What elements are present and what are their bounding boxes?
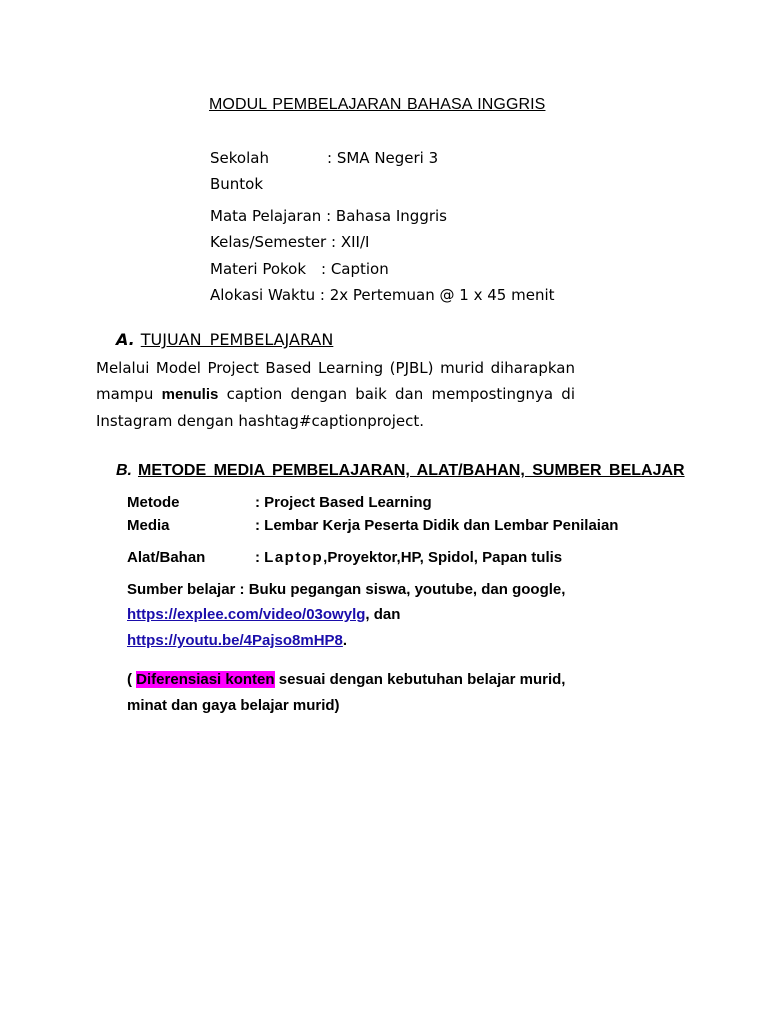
section-b-heading	[116, 462, 685, 480]
school-label: Sekolah	[210, 149, 269, 167]
section-b-letter: B.	[116, 462, 132, 479]
explee-link[interactable]: https://explee.com/video/03owylg	[127, 606, 366, 623]
section-a-bold-word: menulis	[161, 386, 219, 403]
diff-open: (	[127, 671, 137, 688]
media-value: : Lembar Kerja Peserta Didik dan Lembar Penilaian	[255, 517, 619, 534]
class-label: Kelas/Semester	[210, 233, 327, 251]
tools-value	[255, 549, 562, 566]
media-label: Media	[127, 517, 170, 534]
class-row	[210, 233, 369, 251]
tools-label: Alat/Bahan	[127, 549, 206, 566]
section-a-text-1: Melalui Model Project Based Learning (PJBL) murid diharapkan mampu	[96, 359, 575, 403]
diff-rest: sesuai dengan kebutuhan belajar murid,	[274, 671, 566, 688]
topic-label: Materi Pokok	[210, 260, 307, 278]
section-a-text-2: caption dengan baik dan mempostingnya di Instagram dengan hashtag#captionproject.	[96, 385, 575, 430]
school-value: : SMA Negeri 3	[327, 149, 439, 167]
tools-value-laptop: Laptop	[264, 549, 324, 566]
media-row	[127, 517, 687, 534]
document-title: MODUL PEMBELAJARAN BAHASA INGGRIS	[209, 96, 546, 113]
youtube-link[interactable]: https://youtu.be/4Pajso8mHP8	[127, 632, 343, 649]
time-row	[210, 286, 555, 304]
section-a-letter: A.	[116, 330, 135, 349]
method-value: : Project Based Learning	[255, 494, 432, 511]
method-label: Metode	[127, 494, 180, 511]
section-a-paragraph	[96, 355, 575, 434]
school-row	[210, 149, 438, 167]
method-row	[127, 494, 687, 511]
time-value: : 2x Pertemuan @ 1 x 45 menit	[319, 286, 555, 304]
link2-line	[127, 632, 347, 649]
section-a-title: TUJUAN PEMBELAJARAN	[140, 330, 334, 349]
topic-row	[210, 260, 389, 278]
subject-row	[210, 207, 447, 225]
tools-value-rest: ,Proyektor,HP, Spidol, Papan tulis	[323, 549, 563, 566]
link1-line	[127, 606, 400, 623]
class-value: : XII/I	[331, 233, 370, 251]
source-line: Sumber belajar : Buku pegangan siswa, youtube, dan google,	[127, 581, 566, 598]
section-b-title: METODE MEDIA PEMBELAJARAN, ALAT/BAHAN, SUMBER BELAJAR	[138, 462, 685, 479]
tools-row	[127, 549, 687, 566]
link2-suffix: .	[342, 632, 348, 649]
school-value-cont: Buntok	[210, 175, 264, 193]
differentiation-line-2: minat dan gaya belajar murid)	[127, 697, 340, 714]
subject-label: Mata Pelajaran	[210, 207, 322, 225]
section-a-heading	[116, 330, 333, 349]
subject-value: : Bahasa Inggris	[326, 207, 447, 225]
diff-highlight: Diferensiasi konten	[136, 671, 275, 688]
time-label: Alokasi Waktu	[210, 286, 316, 304]
link1-suffix: , dan	[365, 606, 401, 623]
differentiation-line-1	[127, 671, 565, 688]
topic-value: : Caption	[321, 260, 389, 278]
tools-value-prefix: :	[255, 549, 265, 566]
